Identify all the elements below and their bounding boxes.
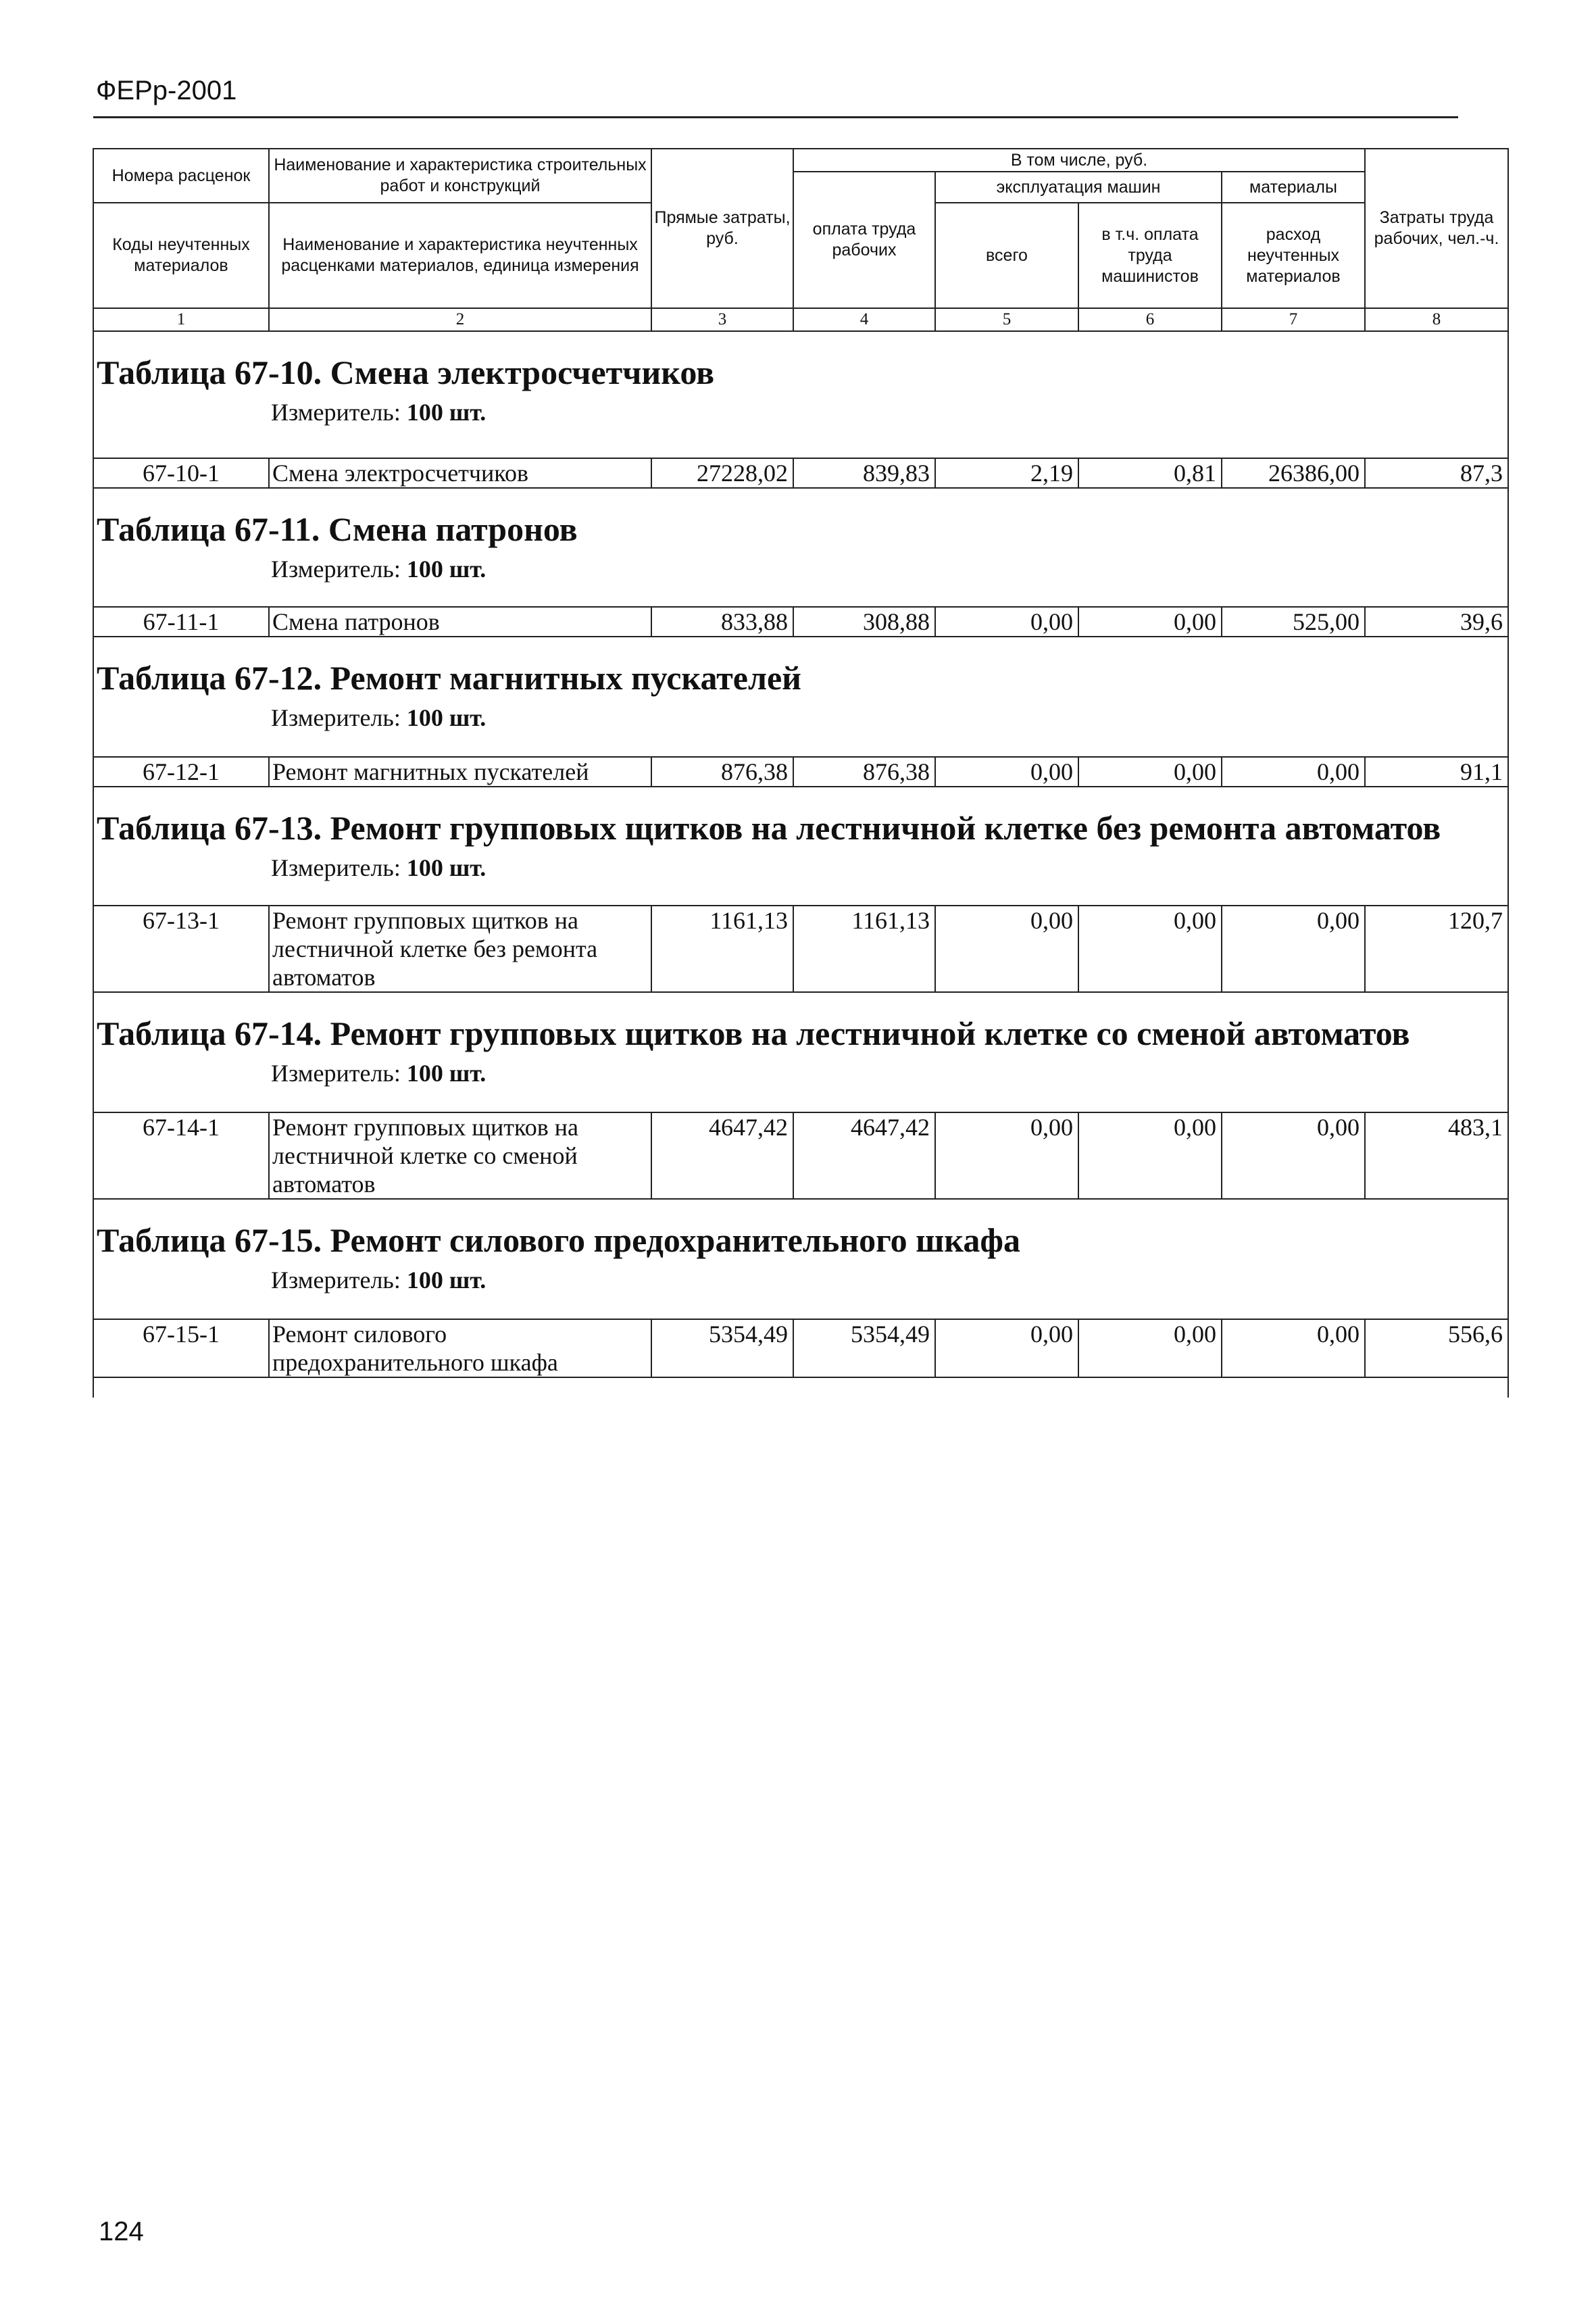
header-materials: материалы (1222, 172, 1365, 203)
table-section-heading (93, 331, 1508, 458)
wages-value: 4647,42 (793, 1112, 935, 1199)
meter-label: Измеритель: (271, 704, 401, 731)
table-section-heading (93, 992, 1508, 1112)
meter-value: 100 шт. (406, 1060, 487, 1087)
labor-value: 39,6 (1365, 607, 1508, 637)
table-section-heading (93, 637, 1508, 757)
machinist-wages-value: 0,00 (1078, 757, 1222, 787)
direct-costs-value: 833,88 (651, 607, 793, 637)
direct-costs-value: 1161,13 (651, 906, 793, 992)
rate-code: 67-12-1 (93, 757, 269, 787)
machines-value: 0,00 (935, 1319, 1078, 1377)
column-number: 2 (269, 308, 651, 331)
header-unaccounted-materials: расход неучтенных материалов (1222, 203, 1365, 308)
rate-name: Ремонт групповых щитков на лестничной клетке со сменой автоматов (269, 1112, 651, 1199)
table-section-heading (93, 787, 1508, 906)
materials-value: 26386,00 (1222, 458, 1365, 488)
rate-code: 67-11-1 (93, 607, 269, 637)
section-title: Таблица 67-10. Смена электросчетчиков (97, 353, 715, 391)
machines-value: 2,19 (935, 458, 1078, 488)
rate-code: 67-13-1 (93, 906, 269, 992)
column-number: 8 (1365, 308, 1508, 331)
header-direct-costs: Прямые затраты, руб. (651, 149, 793, 308)
machinist-wages-value: 0,81 (1078, 458, 1222, 488)
rate-code: 67-15-1 (93, 1319, 269, 1377)
section-meter (94, 398, 1507, 426)
column-number: 5 (935, 308, 1078, 331)
table-section-heading (93, 488, 1508, 607)
rate-code: 67-14-1 (93, 1112, 269, 1199)
header-machines-total: всего (935, 203, 1078, 308)
machinist-wages-value: 0,00 (1078, 1319, 1222, 1377)
header-unaccounted-codes: Коды неучтенных материалов (93, 203, 269, 308)
materials-value: 0,00 (1222, 1112, 1365, 1199)
price-table (93, 148, 1509, 1398)
header-machinist-wages: в т.ч. оплата труда машинистов (1078, 203, 1222, 308)
section-title: Таблица 67-13. Ремонт групповых щитков на лестничной клетке без ремонта автоматов (97, 809, 1441, 847)
section-title-cell (93, 992, 1508, 1112)
table-row (93, 607, 1508, 637)
materials-value: 525,00 (1222, 607, 1365, 637)
section-title-cell (93, 1199, 1508, 1319)
labor-value: 87,3 (1365, 458, 1508, 488)
column-number: 6 (1078, 308, 1222, 331)
column-number: 4 (793, 308, 935, 331)
machines-value: 0,00 (935, 906, 1078, 992)
labor-value: 91,1 (1365, 757, 1508, 787)
section-title-cell (93, 637, 1508, 757)
materials-value: 0,00 (1222, 757, 1365, 787)
rate-code: 67-10-1 (93, 458, 269, 488)
table-row (93, 458, 1508, 488)
meter-label: Измеритель: (271, 1266, 401, 1294)
column-number: 3 (651, 308, 793, 331)
table-row (93, 906, 1508, 992)
section-title: Таблица 67-14. Ремонт групповых щитков на лестничной клетке со сменой автоматов (97, 1014, 1410, 1052)
header-rate-numbers: Номера расценок (93, 149, 269, 203)
table-end-cell (93, 1377, 1508, 1398)
meter-label: Измеритель: (271, 556, 401, 583)
meter-value: 100 шт. (406, 1266, 487, 1294)
wages-value: 876,38 (793, 757, 935, 787)
section-meter (94, 1059, 1507, 1087)
header-labor-costs: Затраты труда рабочих, чел.-ч. (1365, 149, 1508, 308)
labor-value: 556,6 (1365, 1319, 1508, 1377)
running-head: ФЕРр-2001 (96, 76, 237, 105)
machines-value: 0,00 (935, 607, 1078, 637)
table-end (93, 1377, 1508, 1398)
rate-name: Ремонт магнитных пускателей (269, 757, 651, 787)
meter-label: Измеритель: (271, 854, 401, 881)
wages-value: 1161,13 (793, 906, 935, 992)
section-title-cell (93, 331, 1508, 458)
wages-value: 839,83 (793, 458, 935, 488)
section-title: Таблица 67-11. Смена патронов (97, 510, 578, 548)
rate-name: Смена патронов (269, 607, 651, 637)
wages-value: 5354,49 (793, 1319, 935, 1377)
machinist-wages-value: 0,00 (1078, 1112, 1222, 1199)
machinist-wages-value: 0,00 (1078, 607, 1222, 637)
meter-value: 100 шт. (406, 399, 487, 426)
materials-value: 0,00 (1222, 1319, 1365, 1377)
labor-value: 120,7 (1365, 906, 1508, 992)
column-number: 1 (93, 308, 269, 331)
meter-label: Измеритель: (271, 399, 401, 426)
section-meter (94, 704, 1507, 732)
direct-costs-value: 4647,42 (651, 1112, 793, 1199)
header-machines: эксплуатация машин (935, 172, 1222, 203)
direct-costs-value: 876,38 (651, 757, 793, 787)
labor-value: 483,1 (1365, 1112, 1508, 1199)
header-unaccounted-name: Наименование и характеристика неучтенных расценками материалов, единица измерения (269, 203, 651, 308)
table-row (93, 1319, 1508, 1377)
header-rule (93, 116, 1458, 118)
table-row (93, 757, 1508, 787)
section-title: Таблица 67-15. Ремонт силового предохранительного шкафа (97, 1221, 1020, 1259)
rate-name: Ремонт групповых щитков на лестничной клетке без ремонта автоматов (269, 906, 651, 992)
table-row (93, 1112, 1508, 1199)
page-number: 124 (99, 2217, 144, 2246)
direct-costs-value: 5354,49 (651, 1319, 793, 1377)
header-wages: оплата труда рабочих (793, 172, 935, 308)
section-meter (94, 1266, 1507, 1294)
section-meter (94, 854, 1507, 882)
table-section-heading (93, 1199, 1508, 1319)
rate-name: Смена электросчетчиков (269, 458, 651, 488)
section-title-cell (93, 488, 1508, 607)
materials-value: 0,00 (1222, 906, 1365, 992)
machinist-wages-value: 0,00 (1078, 906, 1222, 992)
meter-value: 100 шт. (406, 854, 487, 881)
section-title: Таблица 67-12. Ремонт магнитных пускателей (97, 659, 801, 697)
header-work-name: Наименование и характеристика строительных работ и конструкций (269, 149, 651, 203)
section-title-cell (93, 787, 1508, 906)
table-header (93, 149, 1508, 331)
rate-name: Ремонт силового предохранительного шкафа (269, 1319, 651, 1377)
meter-label: Измеритель: (271, 1060, 401, 1087)
machines-value: 0,00 (935, 757, 1078, 787)
section-meter (94, 555, 1507, 583)
wages-value: 308,88 (793, 607, 935, 637)
machines-value: 0,00 (935, 1112, 1078, 1199)
header-including: В том числе, руб. (793, 149, 1365, 172)
column-number: 7 (1222, 308, 1365, 331)
direct-costs-value: 27228,02 (651, 458, 793, 488)
meter-value: 100 шт. (406, 704, 487, 731)
meter-value: 100 шт. (406, 556, 487, 583)
